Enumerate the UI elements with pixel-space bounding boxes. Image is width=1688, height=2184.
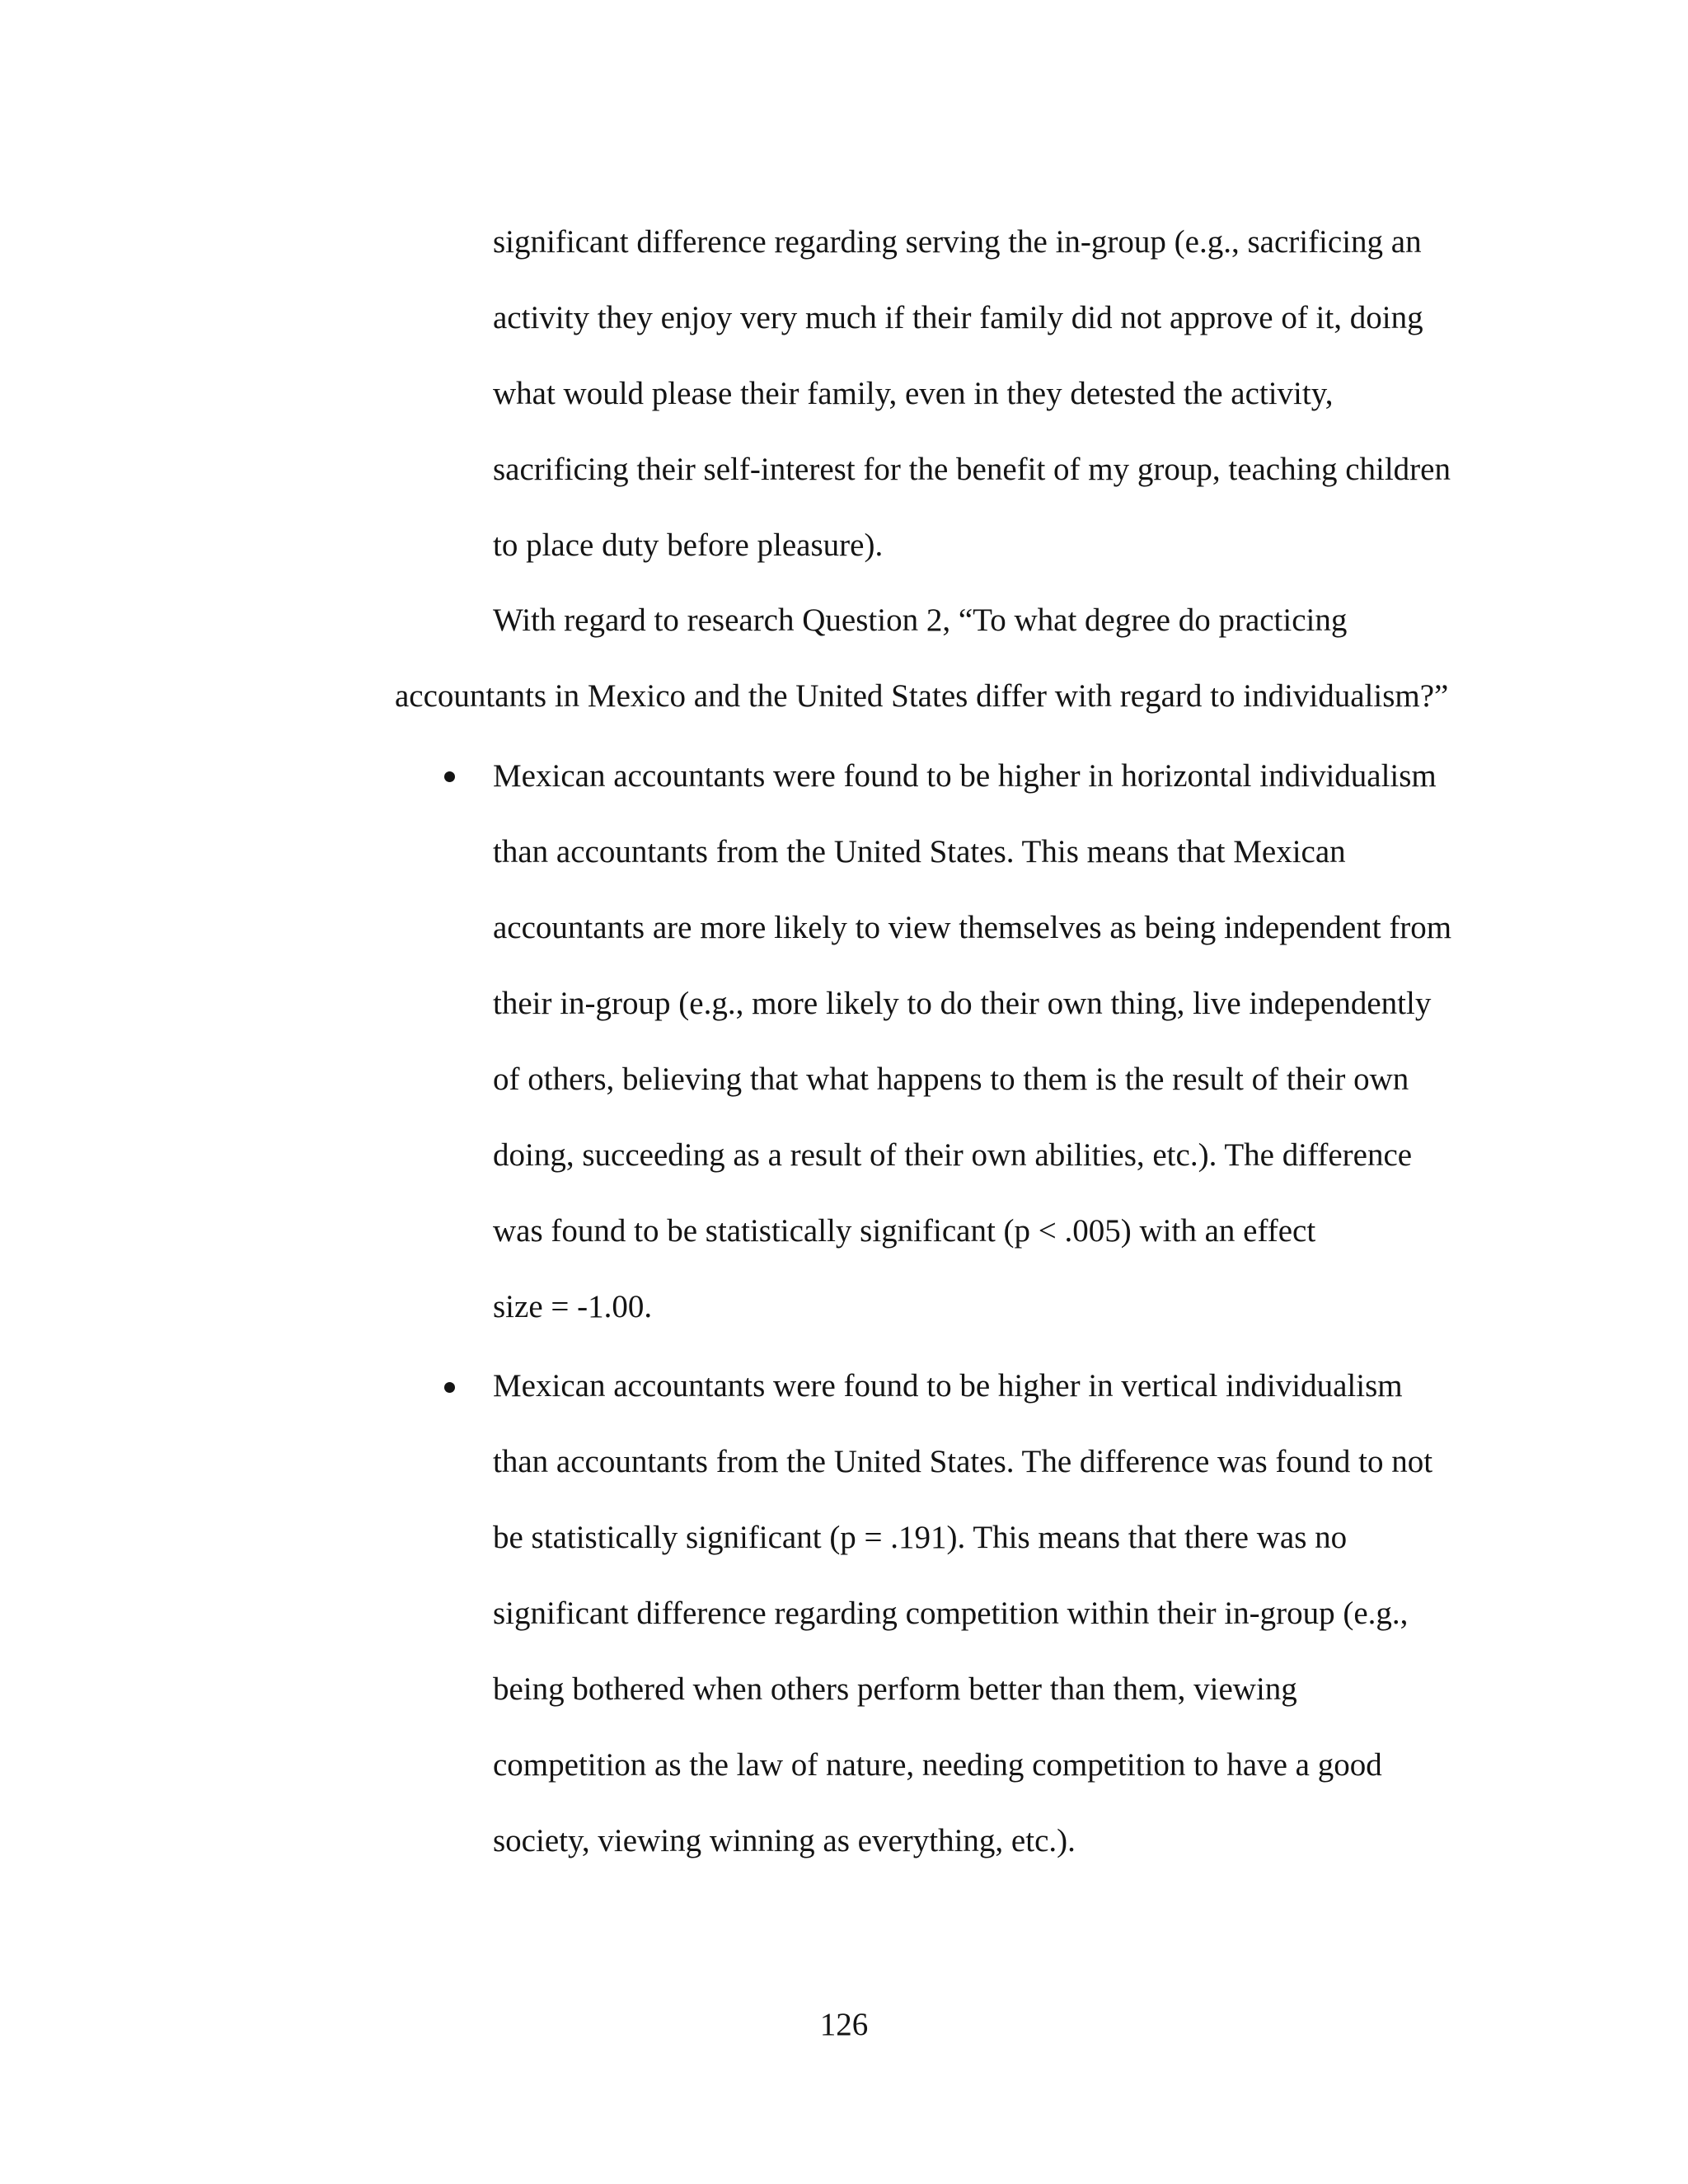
bullet-icon (444, 771, 455, 782)
text-line: to place duty before pleasure). (493, 527, 884, 563)
text-line: accountants in Mexico and the United States differ with regard to individualism?” (395, 678, 1449, 714)
text-line: society, viewing winning as everything, etc.). (493, 1823, 1076, 1858)
page-number: 126 (819, 2007, 869, 2042)
text-line: doing, succeeding as a result of their own abilities, etc.). The difference (493, 1137, 1413, 1173)
text-line: size = -1.00. (493, 1289, 653, 1324)
text-line: accountants are more likely to view themselves as being independent from (493, 910, 1452, 945)
text-line: Mexican accountants were found to be higher in horizontal individualism (493, 758, 1437, 794)
text-line: was found to be statistically significant (p < .005) with an effect (493, 1213, 1316, 1249)
text-line: being bothered when others perform better than them, viewing (493, 1671, 1297, 1707)
text-line: activity they enjoy very much if their family did not approve of it, doing (493, 300, 1423, 335)
text-line: significant difference regarding serving the in-group (e.g., sacrificing an (493, 224, 1422, 260)
text-line: be statistically significant (p = .191). This means that there was no (493, 1520, 1348, 1555)
text-line: what would please their family, even in they detested the activity, (493, 376, 1334, 411)
text-line: Mexican accountants were found to be higher in vertical individualism (493, 1368, 1403, 1404)
text-line: than accountants from the United States. The difference was found to not (493, 1444, 1433, 1479)
text-line: than accountants from the United States. This means that Mexican (493, 834, 1346, 869)
text-line: With regard to research Question 2, “To what degree do practicing (493, 602, 1348, 638)
text-line: of others, believing that what happens to them is the result of their own (493, 1062, 1409, 1097)
bullet-icon (444, 1382, 455, 1393)
text-line: significant difference regarding competition within their in-group (e.g., (493, 1596, 1409, 1631)
text-line: their in-group (e.g., more likely to do their own thing, live independently (493, 986, 1432, 1021)
text-line: competition as the law of nature, needing competition to have a good (493, 1747, 1382, 1783)
text-line: sacrificing their self-interest for the benefit of my group, teaching children (493, 452, 1451, 487)
